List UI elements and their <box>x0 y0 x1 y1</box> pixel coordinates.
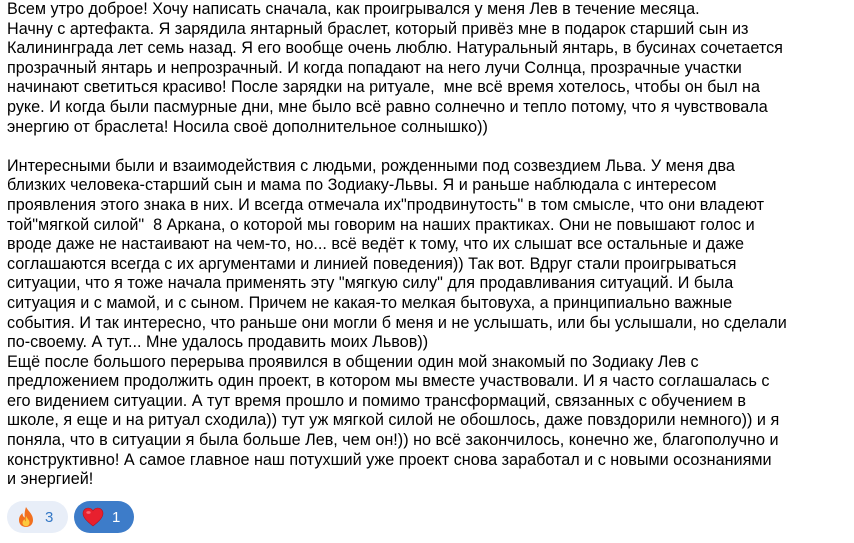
fire-icon <box>15 506 37 528</box>
message-line: проявления этого знака в них. И всегда отмечала их"продвинутость" в том смысле, что они владеют <box>7 195 765 214</box>
message-line: его видением ситуации. А тут время прошло и помимо трансформаций, связанных с обучением в <box>7 391 746 410</box>
message-line: Начну с артефакта. Я зарядила янтарный браслет, который привёз мне в подарок старший сын из <box>7 19 749 38</box>
message-line: по-своему. А тут... Мне удалось продавить моих Львов)) <box>7 333 429 352</box>
reactions-bar <box>7 501 134 533</box>
message-line: конструктивно! А самое главное наш потухший уже проект снова заработал и с новыми осознаниями <box>7 450 772 469</box>
message-line: Ещё после большого перерыва проявился в общении один мой знакомый по Зодиаку Лев с <box>7 352 699 371</box>
message-line: руке. И когда были пасмурные дни, мне было всё равно солнечно и тепло потому, что я чувствовала <box>7 97 768 116</box>
message-line: начинают светиться красиво! После зарядки на ритуале, мне всё время хотелось, чтобы он был на <box>7 78 760 97</box>
message-line: Всем утро доброе! Хочу написать сначала, как проигрывался у меня Лев в течение месяца. <box>7 0 700 18</box>
message-line: прозрачный янтарь и непрозрачный. И когда попадают на него лучи Солнца, прозрачные участки <box>7 58 742 77</box>
message-line: предложением продолжить один проект, в котором мы вместе участвовали. И я часто соглашалась с <box>7 372 770 391</box>
message-blank-line <box>7 137 850 157</box>
message-text <box>7 0 850 490</box>
message-line: поняла, что в ситуации я была больше Лев, чем он!)) но всё закончилось, конечно же, благополучно и <box>7 431 779 450</box>
message-line: Калининграда лет семь назад. Я его вообще очень люблю. Натуральный янтарь, в бусинах сочетается <box>7 39 783 58</box>
reaction-fire-count: 3 <box>45 508 54 526</box>
message-line: вроде даже не настаивают на чем-то, но... всё ведёт к тому, что их слышат все остальные и даже <box>7 235 745 254</box>
message-line: Интересными были и взаимодействия с людьми, рожденными под созвездием Льва. У меня два <box>7 156 735 175</box>
message-line: ситуация и с мамой, и с сыном. Причем не какая-то мелкая бытовуха, а принципиально важные <box>7 293 733 312</box>
message-line: и энергией! <box>7 470 94 489</box>
reaction-heart-button[interactable] <box>74 501 134 533</box>
message-line: энергию от браслета! Носила своё дополнительное солнышко)) <box>7 117 488 136</box>
reaction-fire-button[interactable] <box>7 501 68 533</box>
heart-icon <box>82 506 104 528</box>
message-line: соглашаются всегда с их аргументами и линией поведения)) Так вот. Вдруг стали проигрываться <box>7 254 737 273</box>
message-line: ситуации, что я тоже начала применять эту "мягкую силу" для продавливания ситуаций. И была <box>7 274 734 293</box>
message-line: события. И так интересно, что раньше они могли б меня и не услышать, или бы услышали, но сделали <box>7 313 787 332</box>
message-line: близких человека-старший сын и мама по Зодиаку-Львы. Я и раньше наблюдала с интересом <box>7 176 717 195</box>
message-line: той"мягкой силой" 8 Аркана, о которой мы говорим на наших практиках. Они не повышают голос и <box>7 215 755 234</box>
reaction-heart-count: 1 <box>112 508 121 526</box>
message-line: школе, я еще и на ритуал сходила)) тут уж мягкой силой не обошлось, даже повздорили немного)) и я <box>7 411 780 430</box>
